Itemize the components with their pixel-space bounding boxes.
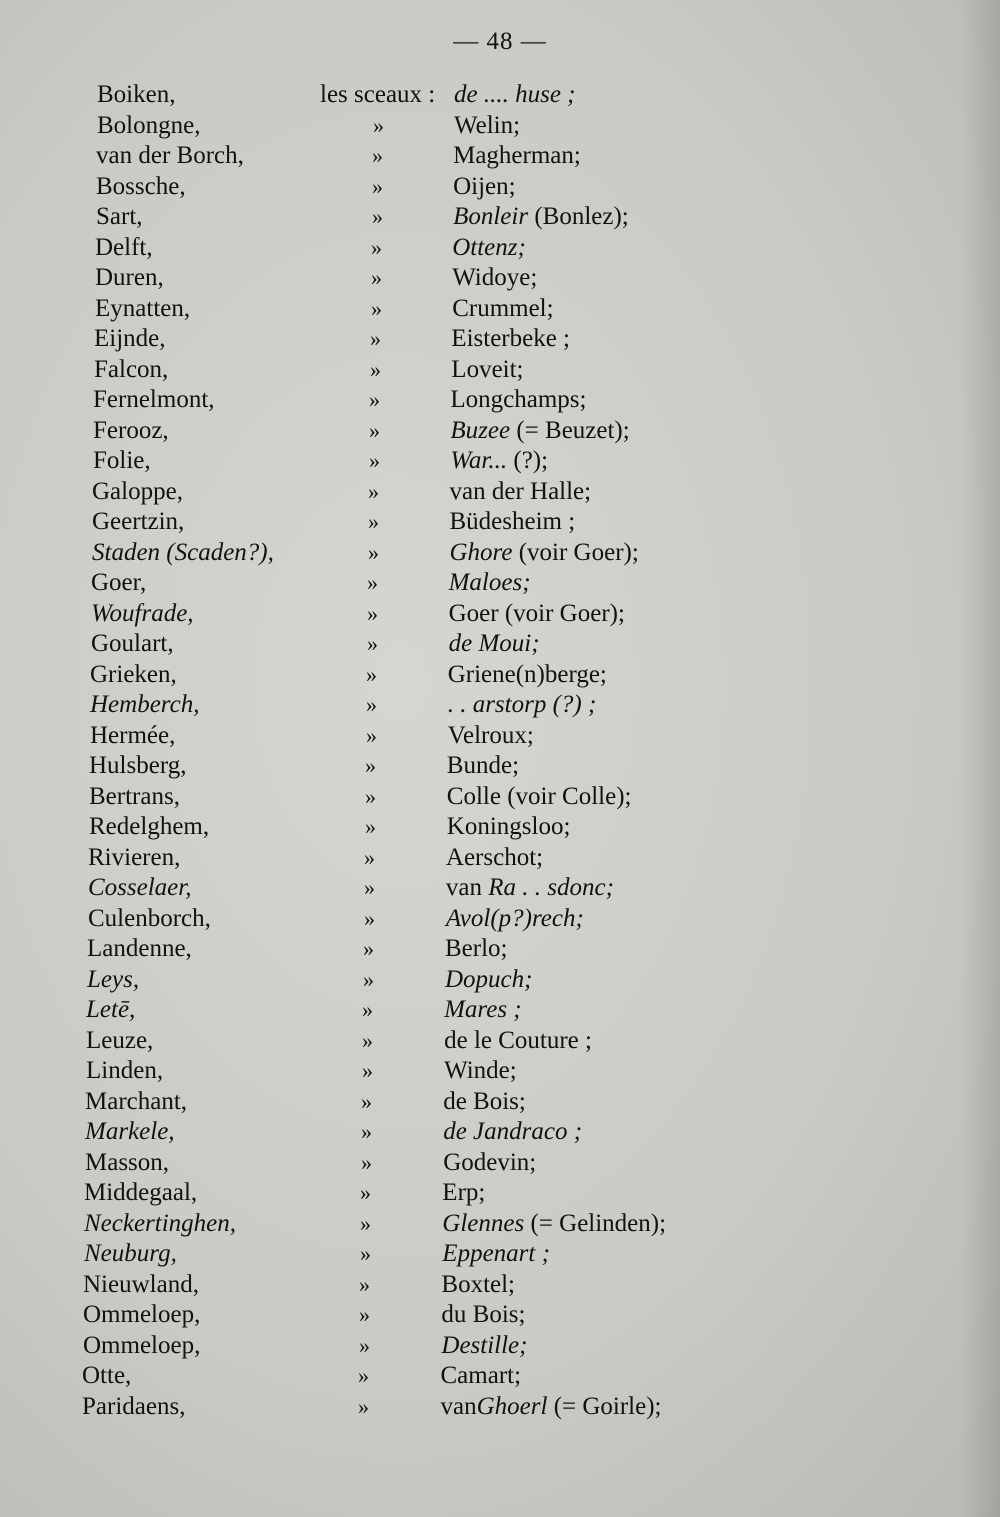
list-item xyxy=(0,141,1000,171)
ditto-mark: » xyxy=(362,1027,373,1053)
family-name: Galoppe, xyxy=(92,477,183,505)
seal-text: de Bois; xyxy=(443,1087,526,1115)
list-item xyxy=(0,477,1000,507)
seal-entry xyxy=(441,1392,662,1422)
ditto-mark: » xyxy=(369,448,380,473)
list-item xyxy=(0,660,1000,690)
seal-entry xyxy=(452,263,537,293)
ditto-mark: » xyxy=(370,326,381,351)
seal-entry xyxy=(447,782,632,812)
seal-text: (Bonlez); xyxy=(528,203,629,230)
seal-entry xyxy=(452,233,526,263)
seal-text: van xyxy=(440,1392,477,1420)
seal-entry xyxy=(447,812,571,842)
seal-entry xyxy=(454,80,576,110)
seal-text: Colle (voir Colle); xyxy=(446,782,632,810)
seal-entry xyxy=(444,1056,517,1086)
seal-entry xyxy=(450,446,548,476)
family-name: Hermée, xyxy=(90,721,176,749)
seal-entry xyxy=(445,965,532,995)
ditto-mark: » xyxy=(364,875,375,900)
seal-text: Ghore xyxy=(449,538,513,566)
family-name: Sart, xyxy=(96,203,143,230)
seal-text: (?); xyxy=(507,447,549,474)
list-item xyxy=(0,965,1000,995)
family-name: Masson, xyxy=(85,1148,170,1176)
ditto-mark: » xyxy=(372,143,383,168)
seal-entry xyxy=(448,721,534,751)
ditto-mark: » xyxy=(365,783,376,809)
family-name: Bolongne, xyxy=(97,111,201,139)
list-item xyxy=(0,751,1000,781)
list-item xyxy=(0,843,1000,873)
list-item xyxy=(0,80,1000,110)
seal-text: Camart; xyxy=(440,1362,522,1389)
family-name: Hulsberg, xyxy=(89,752,187,779)
list-item xyxy=(0,1239,1000,1269)
ditto-mark: » xyxy=(371,265,382,290)
seal-entry xyxy=(450,385,586,415)
ditto-mark: » xyxy=(367,600,378,626)
list-item xyxy=(0,629,1000,659)
family-name: Grieken, xyxy=(90,660,177,688)
family-name: Landenne, xyxy=(87,935,192,962)
family-name: Eijnde, xyxy=(94,325,166,352)
ditto-mark: » xyxy=(373,112,384,138)
ditto-mark: » xyxy=(358,1393,369,1419)
ditto-mark: » xyxy=(364,844,375,870)
seal-text: Widoye; xyxy=(452,264,538,291)
family-name: Letē, xyxy=(86,996,136,1023)
seals-label: les sceaux : xyxy=(320,81,436,108)
list-item xyxy=(0,1148,1000,1178)
ditto-mark: » xyxy=(369,387,380,412)
list-item xyxy=(0,873,1000,903)
list-item xyxy=(0,904,1000,934)
family-name: Staden (Scaden?), xyxy=(92,538,274,566)
list-item xyxy=(0,599,1000,629)
ditto-mark: » xyxy=(369,417,380,443)
family-name: Middegaal, xyxy=(84,1179,198,1206)
family-name: Geertzin, xyxy=(92,508,185,535)
list-item xyxy=(0,294,1000,324)
family-name: Marchant, xyxy=(85,1087,188,1115)
seal-text: Loveit; xyxy=(451,355,524,383)
seal-text: Ghoerl xyxy=(476,1392,548,1420)
ditto-mark: » xyxy=(365,753,376,778)
seal-entry xyxy=(453,141,581,171)
family-name: Markele, xyxy=(85,1118,175,1145)
family-name: Bertrans, xyxy=(89,782,180,810)
seal-entry xyxy=(444,995,522,1025)
family-name: Bossche, xyxy=(96,172,186,200)
seal-text: Koningsloo; xyxy=(446,813,571,840)
ditto-mark: » xyxy=(368,539,379,565)
ditto-mark: » xyxy=(366,722,377,748)
seal-entry xyxy=(441,1331,527,1361)
page-number: — 48 — xyxy=(453,28,547,55)
ditto-mark: » xyxy=(359,1332,370,1358)
seal-entry xyxy=(449,599,625,629)
list-item xyxy=(0,1117,1000,1147)
list-item xyxy=(0,172,1000,202)
family-name: Goer, xyxy=(91,569,147,596)
seal-entry xyxy=(449,568,531,598)
seal-text: Godevin; xyxy=(443,1148,537,1176)
seal-entry xyxy=(454,111,520,141)
seal-entry xyxy=(448,690,597,720)
ditto-mark: » xyxy=(368,478,379,504)
seal-entry xyxy=(451,324,570,354)
family-name: Boiken, xyxy=(97,81,176,108)
list-item xyxy=(0,721,1000,751)
list-item xyxy=(0,568,1000,598)
seal-entry xyxy=(447,751,519,781)
ditto-mark: » xyxy=(371,295,382,321)
seal-text: Welin; xyxy=(454,111,521,139)
list-item xyxy=(0,1361,1000,1391)
list-item xyxy=(0,1178,1000,1208)
seal-text: Bonleir xyxy=(453,203,529,230)
ditto-mark: » xyxy=(360,1241,371,1266)
seal-text: Buzee xyxy=(450,416,511,444)
seal-entry xyxy=(443,1117,582,1147)
family-name: Paridaens, xyxy=(82,1392,186,1420)
seal-text: du Bois; xyxy=(441,1301,526,1328)
seal-entry xyxy=(450,416,629,446)
seal-entry xyxy=(450,538,639,568)
seal-text: de le Couture ; xyxy=(444,1026,592,1054)
seal-text: War... xyxy=(450,447,508,474)
seal-text: Crummel; xyxy=(452,294,554,322)
ditto-mark: » xyxy=(366,661,377,687)
seal-text: Boxtel; xyxy=(441,1270,515,1298)
seal-entry xyxy=(441,1270,515,1300)
ditto-mark: » xyxy=(358,1363,369,1388)
seal-text: Avol(p?)rech; xyxy=(445,904,584,932)
list-item xyxy=(0,324,1000,354)
ditto-mark: » xyxy=(370,356,381,382)
ditto-mark: » xyxy=(362,997,373,1022)
ditto-mark: » xyxy=(371,234,382,260)
seal-text: (= Goirle); xyxy=(547,1392,662,1420)
seal-text: van der Halle; xyxy=(449,477,592,505)
seal-entry xyxy=(451,355,523,385)
ditto-mark: » xyxy=(363,936,374,961)
seal-entry xyxy=(444,1026,592,1056)
seal-text: Dopuch; xyxy=(445,965,533,993)
seal-entry xyxy=(442,1239,550,1269)
list-item xyxy=(0,1300,1000,1330)
list-item xyxy=(0,1056,1000,1086)
seal-entry xyxy=(445,934,508,964)
seal-text: Berlo; xyxy=(445,935,508,962)
family-name: Neckertinghen, xyxy=(84,1209,237,1237)
family-name: Ommeloep, xyxy=(83,1301,201,1328)
list-item xyxy=(0,355,1000,385)
list-item xyxy=(0,1270,1000,1300)
list-item xyxy=(0,446,1000,476)
ditto-mark: » xyxy=(362,1058,373,1083)
family-name: Neuburg, xyxy=(84,1240,177,1267)
family-name: Falcon, xyxy=(94,355,169,383)
family-name: Duren, xyxy=(95,264,164,291)
list-item xyxy=(0,1209,1000,1239)
ditto-mark: » xyxy=(361,1149,372,1175)
list-item xyxy=(0,111,1000,141)
family-name: Folie, xyxy=(93,447,151,474)
seal-text: (voir Goer); xyxy=(512,538,639,566)
ditto-mark: » xyxy=(359,1271,370,1297)
list-item xyxy=(0,995,1000,1025)
family-name: Nieuwland, xyxy=(83,1270,199,1298)
list-item xyxy=(0,1331,1000,1361)
list-item xyxy=(0,934,1000,964)
seal-entry xyxy=(450,477,592,507)
ditto-mark: » xyxy=(360,1180,371,1205)
family-name: Otte, xyxy=(82,1362,132,1389)
seal-entry xyxy=(446,843,543,873)
family-name: Ferooz, xyxy=(93,416,169,444)
seal-text: Aerschot; xyxy=(445,843,544,871)
list-item xyxy=(0,782,1000,812)
ditto-mark: » xyxy=(372,173,383,199)
seal-entry xyxy=(449,629,540,659)
family-name: Culenborch, xyxy=(88,904,211,932)
seal-text: de Moui; xyxy=(448,630,540,657)
seal-text: Destille; xyxy=(441,1331,528,1359)
seal-text: Goer (voir Goer); xyxy=(448,599,625,627)
seal-text: van xyxy=(445,874,489,901)
list-item xyxy=(0,507,1000,537)
seal-text: Velroux; xyxy=(447,721,534,749)
family-name: Woufrade, xyxy=(91,599,194,627)
list-item xyxy=(0,812,1000,842)
family-name: Redelghem, xyxy=(89,813,210,840)
ditto-mark: » xyxy=(359,1302,370,1327)
seal-entry xyxy=(453,172,516,202)
ditto-mark: » xyxy=(368,509,379,534)
ditto-mark: » xyxy=(365,814,376,839)
seal-text: Mares ; xyxy=(444,996,522,1023)
list-item xyxy=(0,538,1000,568)
family-name: Leys, xyxy=(87,965,140,993)
family-name: Delft, xyxy=(95,233,153,261)
list-item xyxy=(0,416,1000,446)
ditto-mark: » xyxy=(367,570,378,595)
seal-entry xyxy=(442,1178,485,1208)
seal-text: de Jandraco ; xyxy=(443,1118,583,1145)
seal-text: Eisterbeke ; xyxy=(451,325,570,352)
family-name: Leuze, xyxy=(86,1026,154,1054)
family-name: Eynatten, xyxy=(95,294,191,322)
seal-text: Longchamps; xyxy=(450,386,587,413)
seal-text: Griene(n)berge; xyxy=(447,660,607,688)
ditto-mark: » xyxy=(364,905,375,931)
seal-text: Erp; xyxy=(442,1179,486,1206)
family-name: Goulart, xyxy=(91,630,174,657)
seal-text: Oijen; xyxy=(453,172,516,200)
seal-entry xyxy=(452,294,553,324)
list-item xyxy=(0,385,1000,415)
list-item xyxy=(0,1392,1000,1422)
seal-entry xyxy=(450,507,576,537)
ditto-mark: » xyxy=(361,1088,372,1114)
ditto-mark: » xyxy=(372,204,383,229)
seal-entry xyxy=(441,1361,522,1391)
seal-entry xyxy=(446,904,584,934)
seal-text: Winde; xyxy=(444,1057,517,1084)
family-name: Linden, xyxy=(86,1057,164,1084)
list-item xyxy=(0,690,1000,720)
list-item xyxy=(0,1026,1000,1056)
seal-text: (= Beuzet); xyxy=(510,416,630,444)
seal-text: (= Gelinden); xyxy=(524,1209,667,1237)
seal-text: Büdesheim ; xyxy=(449,508,576,535)
list-item xyxy=(0,263,1000,293)
list-item xyxy=(0,202,1000,232)
family-name: Rivieren, xyxy=(88,843,181,871)
ditto-mark: » xyxy=(360,1210,371,1236)
seal-text: Ottenz; xyxy=(452,233,526,261)
family-name: van der Borch, xyxy=(96,142,244,169)
ditto-mark: » xyxy=(367,631,378,656)
family-name: Cosselaer, xyxy=(88,874,192,901)
seal-entry xyxy=(443,1148,536,1178)
seal-text: Magherman; xyxy=(453,142,581,169)
family-name: Hemberch, xyxy=(90,691,200,718)
seal-text: de .... huse ; xyxy=(454,81,576,108)
seal-text: . . arstorp (?) ; xyxy=(447,691,597,718)
seal-entry xyxy=(448,660,607,690)
ditto-mark: » xyxy=(366,692,377,717)
family-name: Ommeloep, xyxy=(83,1331,201,1359)
seal-entry xyxy=(443,1087,526,1117)
ditto-mark: » xyxy=(363,966,374,992)
family-name: Fernelmont, xyxy=(93,386,215,413)
seal-text: Bunde; xyxy=(446,752,520,779)
seal-entry xyxy=(446,873,614,903)
seal-text: Glennes xyxy=(442,1209,525,1237)
seal-text: Eppenart ; xyxy=(442,1240,550,1267)
seal-entry xyxy=(442,1209,666,1239)
seal-text: Maloes; xyxy=(448,569,531,596)
seal-text: Ra . . sdonc; xyxy=(488,874,614,901)
list-item xyxy=(0,1087,1000,1117)
list-item xyxy=(0,233,1000,263)
ditto-mark: » xyxy=(361,1119,372,1144)
seal-entry xyxy=(441,1300,525,1330)
seal-entry xyxy=(453,202,629,232)
